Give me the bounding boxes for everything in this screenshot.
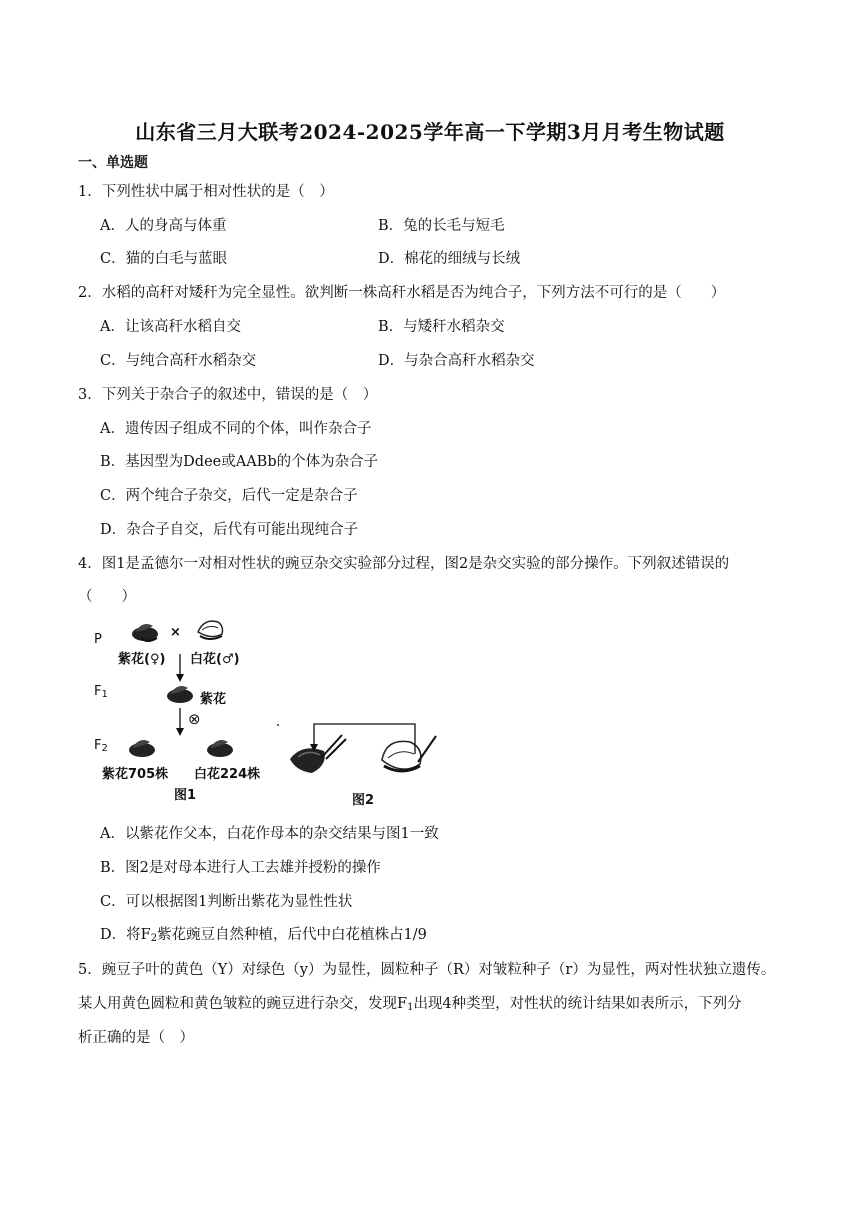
- question-1-option-b: B．兔的长毛与短毛: [378, 218, 505, 234]
- question-2-option-c: C．与纯合高秆水稻杂交: [100, 353, 257, 369]
- question-5-line-3: 析正确的是（ ）: [78, 1030, 194, 1046]
- question-1-stem: 1．下列性状中属于相对性状的是（ ）: [78, 184, 334, 200]
- figure-f2-purple-count: 紫花705株: [102, 767, 169, 782]
- white-flower-icon: [198, 621, 223, 639]
- figure-p-label: P: [94, 632, 102, 647]
- figure-selfing-symbol: ⊗: [188, 710, 201, 728]
- question-3-option-b: B．基因型为Ddee或AABb的个体为杂合子: [100, 454, 379, 470]
- question-3-stem: 3．下列关于杂合子的叙述中，错误的是（ ）: [78, 387, 378, 403]
- question-2-option-a: A．让该高秆水稻自交: [100, 319, 241, 335]
- section-heading: 一、单选题: [78, 155, 148, 171]
- question-5-line-2: 某人用黄色圆粒和黄色皱粒的豌豆进行杂交，发现$F_1$出现4种类型，对性状的统计结果如表所示，下列分: [78, 996, 742, 1013]
- figure-2-caption: 图2: [352, 793, 375, 808]
- question-3-option-c: C．两个纯合子杂交，后代一定是杂合子: [100, 488, 358, 504]
- figure-drawings: [88, 612, 458, 812]
- pollination-flower-icon: [382, 736, 436, 771]
- question-2-stem: 2．水稻的高秆对矮秆为完全显性。欲判断一株高秆水稻是否为纯合子，下列方法不可行的是（ ）: [78, 285, 726, 301]
- f2-white-flower-icon: [207, 740, 233, 757]
- question-4-stem-line-1: 4．图1是孟德尔一对相对性状的豌豆杂交实验部分过程，图2是杂交实验的部分操作。下列叙述错误的: [78, 556, 730, 572]
- question-3-option-a: A．遗传因子组成不同的个体，叫作杂合子: [100, 421, 372, 437]
- question-1-option-d: D．棉花的细绒与长绒: [378, 251, 521, 267]
- figure-f1-flower-label: 紫花: [200, 692, 227, 707]
- f1-purple-flower-icon: [167, 686, 193, 703]
- question-4-option-a: A．以紫花作父本，白花作母本的杂交结果与图1一致: [100, 826, 439, 842]
- figure-f1-label: $F_1$: [94, 684, 108, 700]
- purple-flower-icon: [132, 624, 158, 641]
- question-4-option-b: B．图2是对母本进行人工去雄并授粉的操作: [100, 860, 381, 876]
- question-4-stem-line-2: （ ）: [78, 589, 136, 605]
- figure-cross-symbol: ×: [170, 625, 181, 640]
- emasculation-flower-icon: [290, 735, 346, 773]
- f2-purple-flower-icon: [129, 740, 155, 757]
- figure-1-caption: 图1: [174, 788, 197, 803]
- question-4-option-d: D．将$F_2$紫花豌豆自然种植，后代中白花植株占1/9: [100, 927, 427, 944]
- question-5-line-1: 5．豌豆子叶的黄色（Y）对绿色（y）为显性，圆粒种子（R）对皱粒种子（r）为显性，两对性状独立遗传。: [78, 962, 776, 978]
- question-2-option-d: D．与杂合高秆水稻杂交: [378, 353, 535, 369]
- question-4-option-c: C．可以根据图1判断出紫花为显性性状: [100, 894, 353, 910]
- figure-f2-label: $F_2$: [94, 738, 108, 754]
- question-3-option-d: D．杂合子自交，后代有可能出现纯合子: [100, 522, 359, 538]
- page-title: 山东省三月大联考2024-2025学年高一下学期3月月考生物试题: [135, 120, 725, 144]
- figure-purple-female: 紫花(♀): [118, 652, 166, 667]
- figure-white-male: 白花(♂): [190, 652, 240, 667]
- question-2-option-b: B．与矮秆水稻杂交: [378, 319, 505, 335]
- question-1-option-c: C．猫的白毛与蓝眼: [100, 251, 228, 267]
- question-4-figure: [88, 612, 458, 812]
- figure-f2-white-count: 白花224株: [194, 767, 261, 782]
- question-1-option-a: A．人的身高与体重: [100, 218, 227, 234]
